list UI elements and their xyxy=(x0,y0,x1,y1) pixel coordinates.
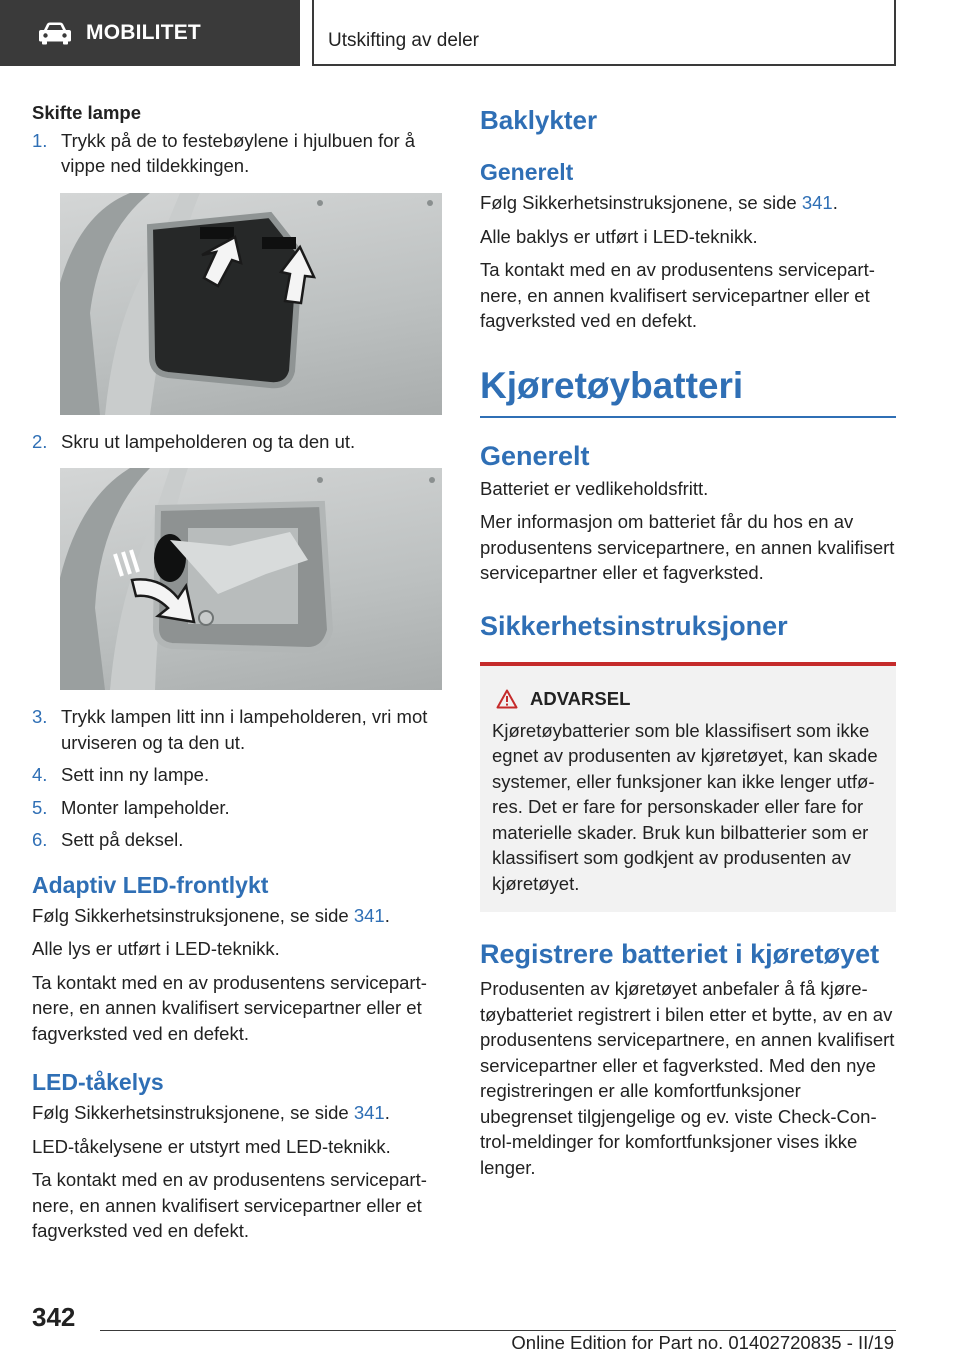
step-3 xyxy=(32,704,442,755)
step-5 xyxy=(32,795,442,821)
step-text: Monter lampeholder. xyxy=(61,796,230,818)
fog-light-service-text: Ta kontakt med en av produsentens servicepartnere, en annen kvalifisert servicepartner eller et fagverksted ved en defekt. xyxy=(32,1169,427,1241)
register-battery-text: Produsenten av kjøretøyet anbefaler å få kjøretøybatteriet registrert i bilen etter et bytte, av en av produsentens servicepartnere, en annen kvalifisert servicepartner eller et fagverksted. Med den nye registreringen er alle komfortfunksjoner ubegrenset tilgjengelige og ev. viste Check-Control-meldinger for komfortfunksjoner vises ikke lenger. xyxy=(480,978,895,1178)
step-number: 6. xyxy=(32,829,48,850)
register-battery-heading: Registrere batteriet i kjøretøyet xyxy=(480,939,880,969)
step-1 xyxy=(32,128,442,179)
battery-heading: Kjøretøybatteri xyxy=(480,364,896,418)
taillights-service-text: Ta kontakt med en av produsentens servicepartnere, en annen kvalifisert servicepartner eller et fagverksted ved en defekt. xyxy=(480,259,875,331)
battery-info-text: Mer informasjon om batteriet får du hos en av produsentens servicepartnere, en annen kvalifisert servicepartner eller et fagverksted. xyxy=(480,511,895,583)
led-headlight-heading: Adaptiv LED-frontlykt xyxy=(32,871,269,898)
step-text: Sett på deksel. xyxy=(61,829,184,850)
safety-heading: Sikkerhetsinstruksjoner xyxy=(480,610,788,641)
step-text: Sett inn ny lampe. xyxy=(61,764,210,785)
safety-ref-end: . xyxy=(384,1102,390,1123)
warning-box xyxy=(480,662,896,913)
left-column xyxy=(32,100,442,1244)
fog-light-text: LED-tåkelysene er utstyrt med LED-teknikk. xyxy=(32,1135,391,1157)
battery-maintenance-text: Batteriet er vedlikeholdsfritt. xyxy=(480,477,709,499)
footer-divider xyxy=(100,1330,896,1331)
step-number: 3. xyxy=(32,706,48,727)
step-text: Trykk lampen litt inn i lampeholderen, vri mot urviseren og ta den ut. xyxy=(61,706,428,753)
taillights-heading: Baklykter xyxy=(480,105,598,135)
safety-ref-text: Følg Sikkerhetsinstruksjonene, se side xyxy=(32,904,354,926)
chapter-title: Utskifting av deler xyxy=(328,30,480,51)
step-number: 4. xyxy=(32,764,48,785)
taillights-text: Alle baklys er utført i LED-teknikk. xyxy=(480,225,758,247)
step-text: Trykk på de to festebøylene i hjulbuen for å vippe ned tildekkingen. xyxy=(61,129,416,176)
warning-text: Kjøretøybatterier som ble klassifisert som ikke egnet av produsenten av kjøretøyet, kan skade systemer, eller funksjoner kan ikke lenger utføres. Det er fare for personskader eller fare for materielle skader. Bruk kun bilbatterier som er klassifisert som godkjent av produsenten av kjøretøyet. xyxy=(492,719,878,894)
taillights-subheading: Generelt xyxy=(480,159,574,185)
taillights-safety-ref xyxy=(480,190,896,216)
safety-ref-end: . xyxy=(384,904,390,926)
step-6 xyxy=(32,827,442,853)
fog-light-safety-ref xyxy=(32,1100,442,1126)
section-tab[interactable] xyxy=(0,0,300,66)
led-headlight-safety-ref xyxy=(32,903,442,929)
page-link[interactable]: 341 xyxy=(801,192,833,213)
safety-ref-text: Følg Sikkerhetsinstruksjonene, se side xyxy=(32,1102,354,1123)
safety-ref-text: Følg Sikkerhetsinstruksjonene, se side xyxy=(480,192,802,213)
lamp-holder-illustration xyxy=(60,468,442,690)
wheel-arch-cover-photo xyxy=(60,193,442,415)
cover-illustration xyxy=(60,193,442,415)
step-number: 1. xyxy=(32,129,48,151)
right-column xyxy=(480,100,896,1180)
step-number: 2. xyxy=(32,430,48,452)
section-label: MOBILITET xyxy=(86,21,201,44)
page-link[interactable]: 341 xyxy=(353,904,385,926)
lamp-heading: Skifte lampe xyxy=(32,102,141,123)
page-header xyxy=(0,0,960,66)
page-number: 342 xyxy=(32,1302,76,1332)
fog-light-heading: LED-tåkelys xyxy=(32,1069,164,1095)
led-headlight-service-text: Ta kontakt med en av produsentens servicepartnere, en annen kvalifisert servicepartner eller et fagverksted ved en defekt. xyxy=(32,971,427,1044)
step-number: 5. xyxy=(32,796,48,818)
page-link[interactable]: 341 xyxy=(353,1102,385,1123)
led-headlight-text: Alle lys er utført i LED-teknikk. xyxy=(32,938,280,959)
edition-text: Online Edition for Part no. 01402720835 - II/19 xyxy=(511,1332,894,1353)
lamp-holder-photo xyxy=(60,468,442,690)
chapter-tab[interactable] xyxy=(312,0,896,66)
warning-triangle-icon xyxy=(496,689,518,709)
car-icon xyxy=(38,21,72,45)
warning-header xyxy=(496,688,888,710)
battery-subheading: Generelt xyxy=(480,440,590,471)
step-4 xyxy=(32,762,442,788)
safety-ref-end: . xyxy=(832,192,838,213)
step-text: Skru ut lampeholderen og ta den ut. xyxy=(61,430,356,452)
page-footer xyxy=(0,1300,960,1362)
step-2 xyxy=(32,429,442,455)
warning-label: ADVARSEL xyxy=(530,687,631,709)
